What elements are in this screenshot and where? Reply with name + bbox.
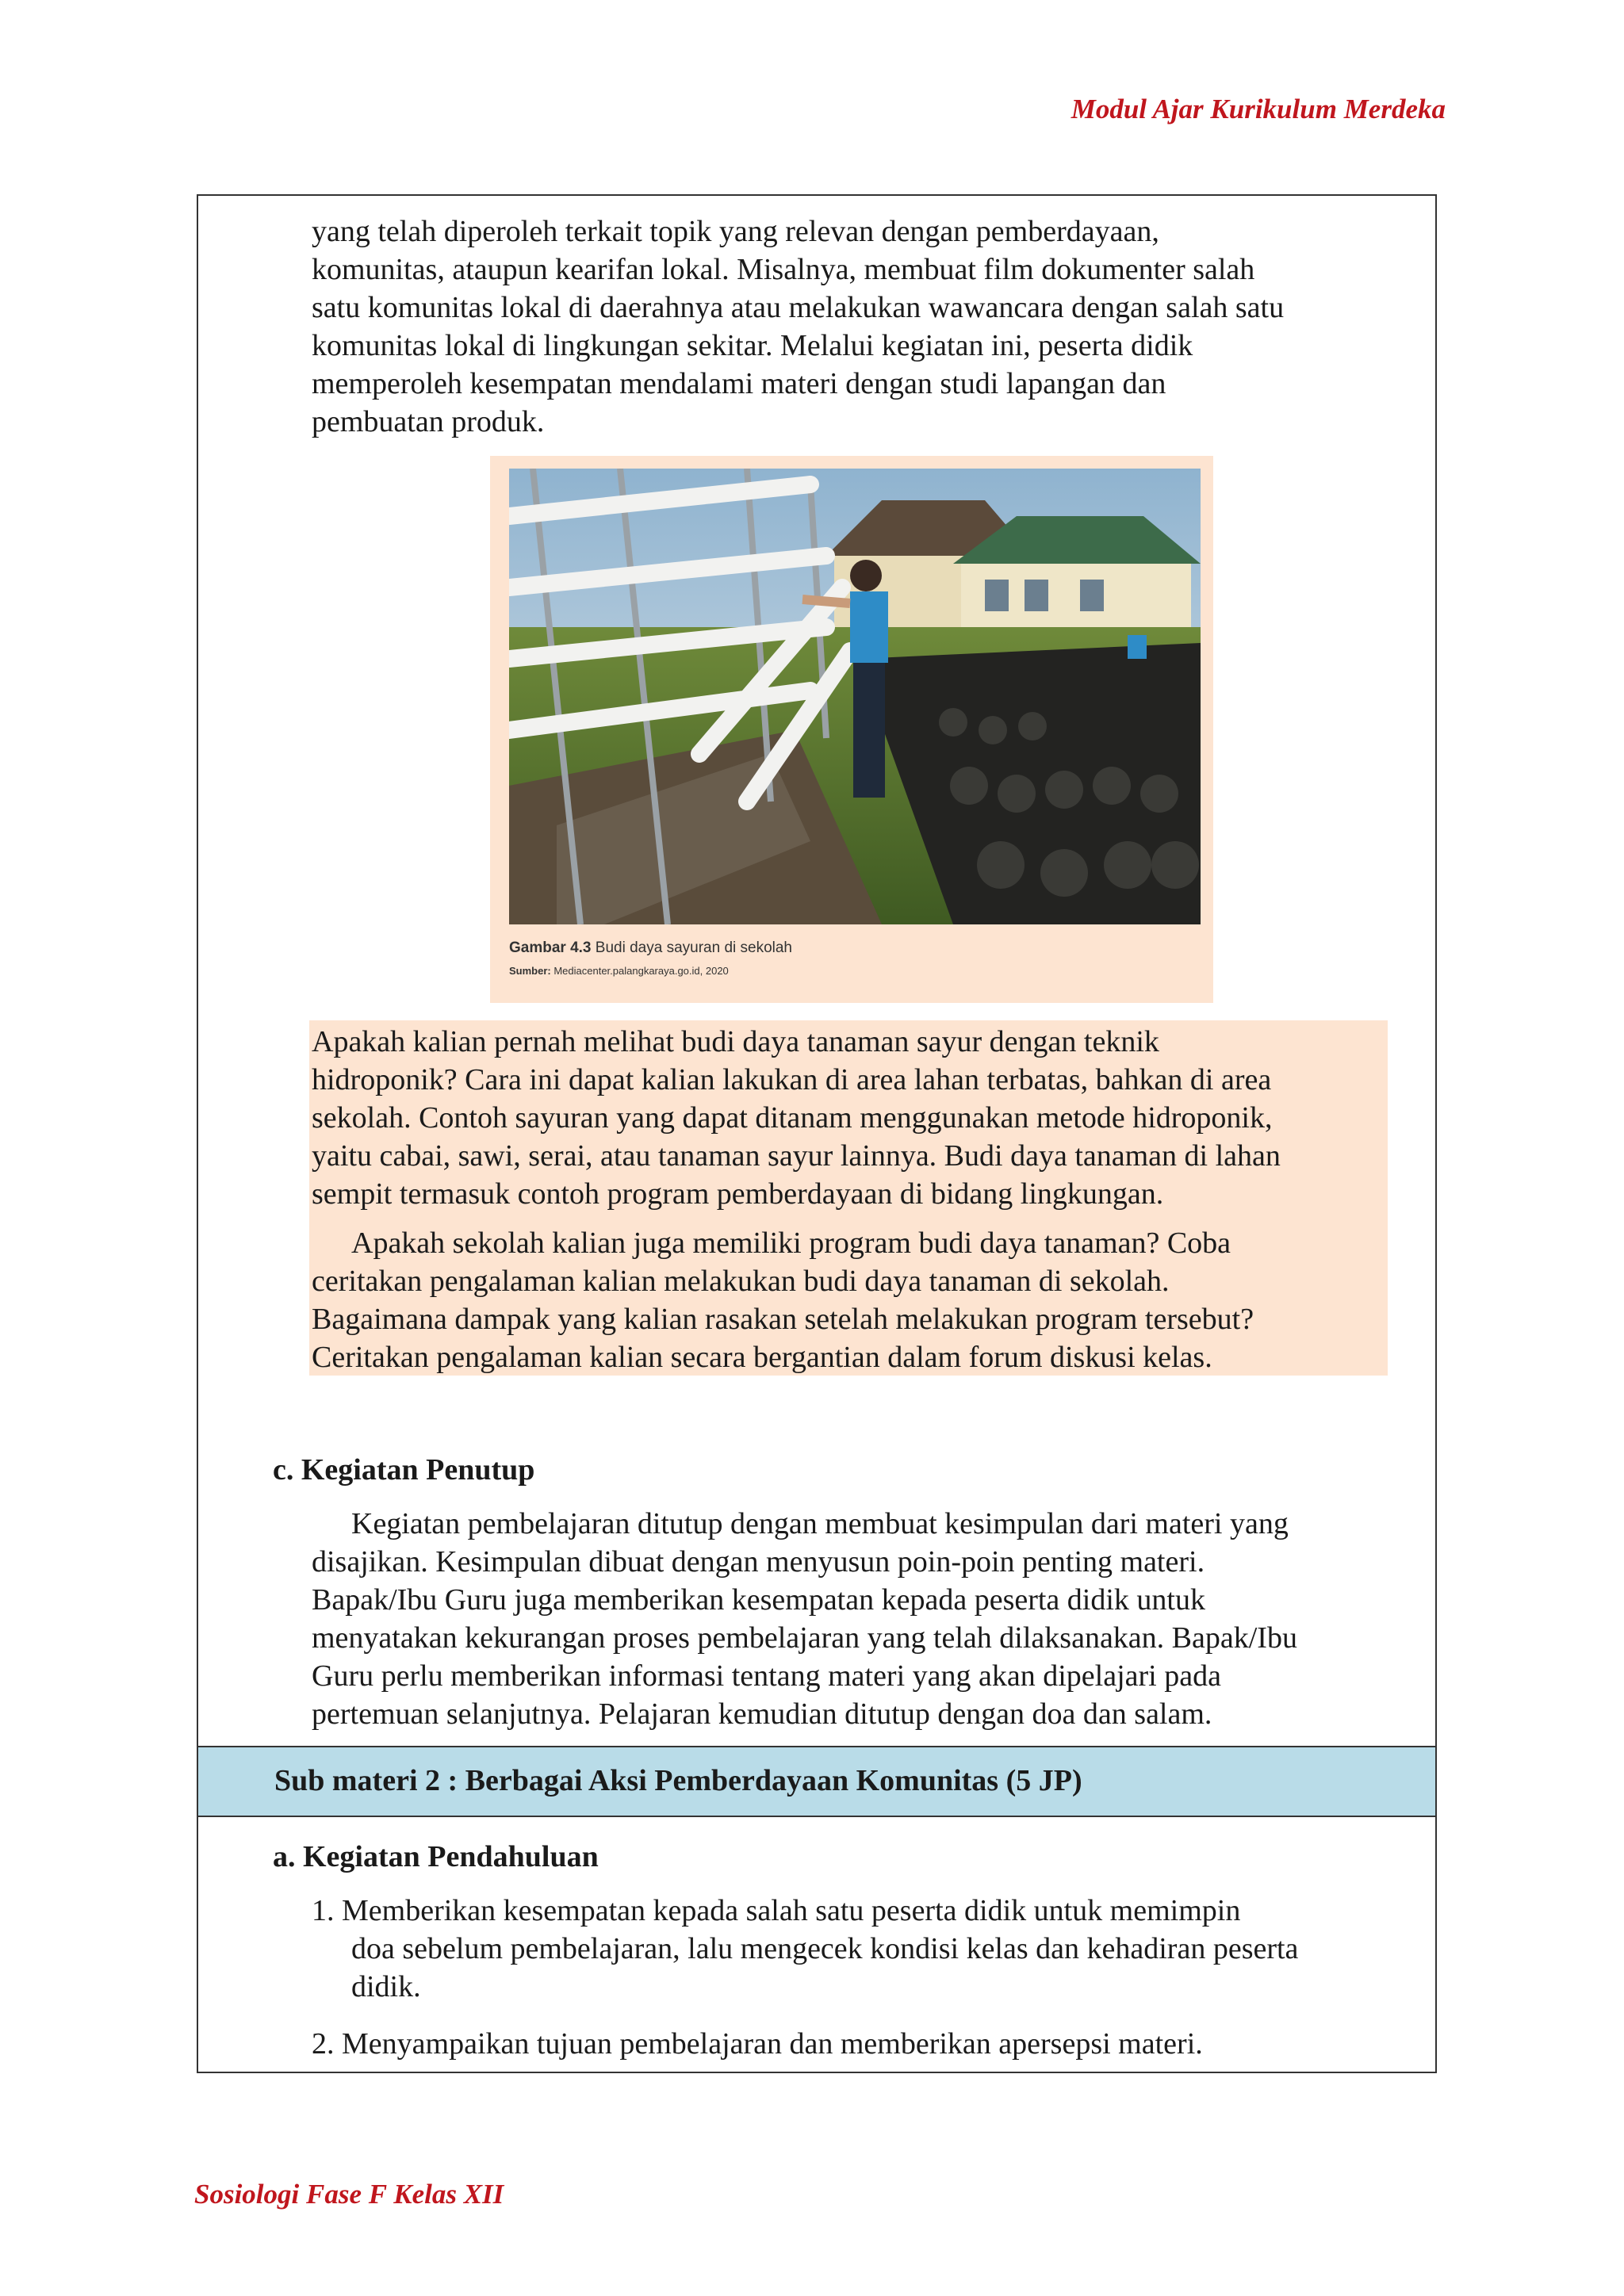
text-line: disajikan. Kesimpulan dibuat dengan menyusun poin-poin penting materi.: [312, 1545, 1205, 1578]
figure: [490, 456, 1213, 1003]
text-line: didik.: [351, 1970, 421, 2003]
text-line: memperoleh kesempatan mendalami materi dengan studi lapangan dan: [312, 367, 1166, 400]
text-line: Bapak/Ibu Guru juga memberikan kesempatan kepada peserta didik untuk: [312, 1583, 1205, 1617]
sub-materi-title: Sub materi 2 : Berbagai Aksi Pemberdayaan Komunitas (5 JP): [274, 1764, 1082, 1797]
text-line: 1. Memberikan kesempatan kepada salah satu peserta didik untuk memimpin: [312, 1894, 1241, 1927]
text-line: sekolah. Contoh sayuran yang dapat ditanam menggunakan metode hidroponik,: [312, 1101, 1273, 1135]
text-line: hidroponik? Cara ini dapat kalian lakukan di area lahan terbatas, bahkan di area: [312, 1063, 1272, 1096]
figure-caption: Gambar 4.3 Budi daya sayuran di sekolah: [509, 939, 792, 956]
list-item: 2. Menyampaikan tujuan pembelajaran dan memberikan apersepsi materi.: [312, 2027, 1203, 2061]
text-line: komunitas, ataupun kearifan lokal. Misalnya, membuat film dokumenter salah: [312, 253, 1255, 286]
text-line: Bagaimana dampak yang kalian rasakan setelah melakukan program tersebut?: [312, 1303, 1254, 1336]
text-line: satu komunitas lokal di daerahnya atau melakukan wawancara dengan salah satu: [312, 291, 1285, 324]
text-line: yang telah diperoleh terkait topik yang relevan dengan pemberdayaan,: [312, 215, 1159, 248]
figure-source: Sumber: Mediacenter.palangkaraya.go.id, 2020: [509, 965, 729, 977]
text-line: pembuatan produk.: [312, 405, 545, 438]
text-line: yaitu cabai, sawi, serai, atau tanaman sayur lainnya. Budi daya tanaman di lahan: [312, 1139, 1281, 1173]
text-line: doa sebelum pembelajaran, lalu mengecek kondisi kelas dan kehadiran peserta: [351, 1932, 1299, 1965]
text-line: sempit termasuk contoh program pemberdayaan di bidang lingkungan.: [312, 1177, 1164, 1211]
text-line: komunitas lokal di lingkungan sekitar. Melalui kegiatan ini, peserta didik: [312, 329, 1193, 362]
text-line: pertemuan selanjutnya. Pelajaran kemudian ditutup dengan doa dan salam.: [312, 1697, 1212, 1731]
text-line: Ceritakan pengalaman kalian secara bergantian dalam forum diskusi kelas.: [312, 1341, 1212, 1374]
text-line: ceritakan pengalaman kalian melakukan budi daya tanaman di sekolah.: [312, 1265, 1170, 1298]
text-line: Kegiatan pembelajaran ditutup dengan membuat kesimpulan dari materi yang: [351, 1507, 1289, 1540]
hydroponic-photo: [509, 469, 1201, 924]
sub-materi-bar: [198, 1746, 1435, 1817]
page-footer: Sosiologi Fase F Kelas XII: [194, 2179, 504, 2210]
section-heading-pendahuluan: a. Kegiatan Pendahuluan: [273, 1840, 599, 1873]
text-line: Apakah kalian pernah melihat budi daya tanaman sayur dengan teknik: [312, 1025, 1159, 1058]
section-heading-penutup: c. Kegiatan Penutup: [273, 1453, 535, 1487]
text-line: Apakah sekolah kalian juga memiliki program budi daya tanaman? Coba: [351, 1226, 1231, 1260]
text-line: Guru perlu memberikan informasi tentang materi yang akan dipelajari pada: [312, 1659, 1221, 1693]
text-line: menyatakan kekurangan proses pembelajaran yang telah dilaksanakan. Bapak/Ibu: [312, 1621, 1297, 1655]
page-header: Modul Ajar Kurikulum Merdeka: [1071, 94, 1446, 124]
